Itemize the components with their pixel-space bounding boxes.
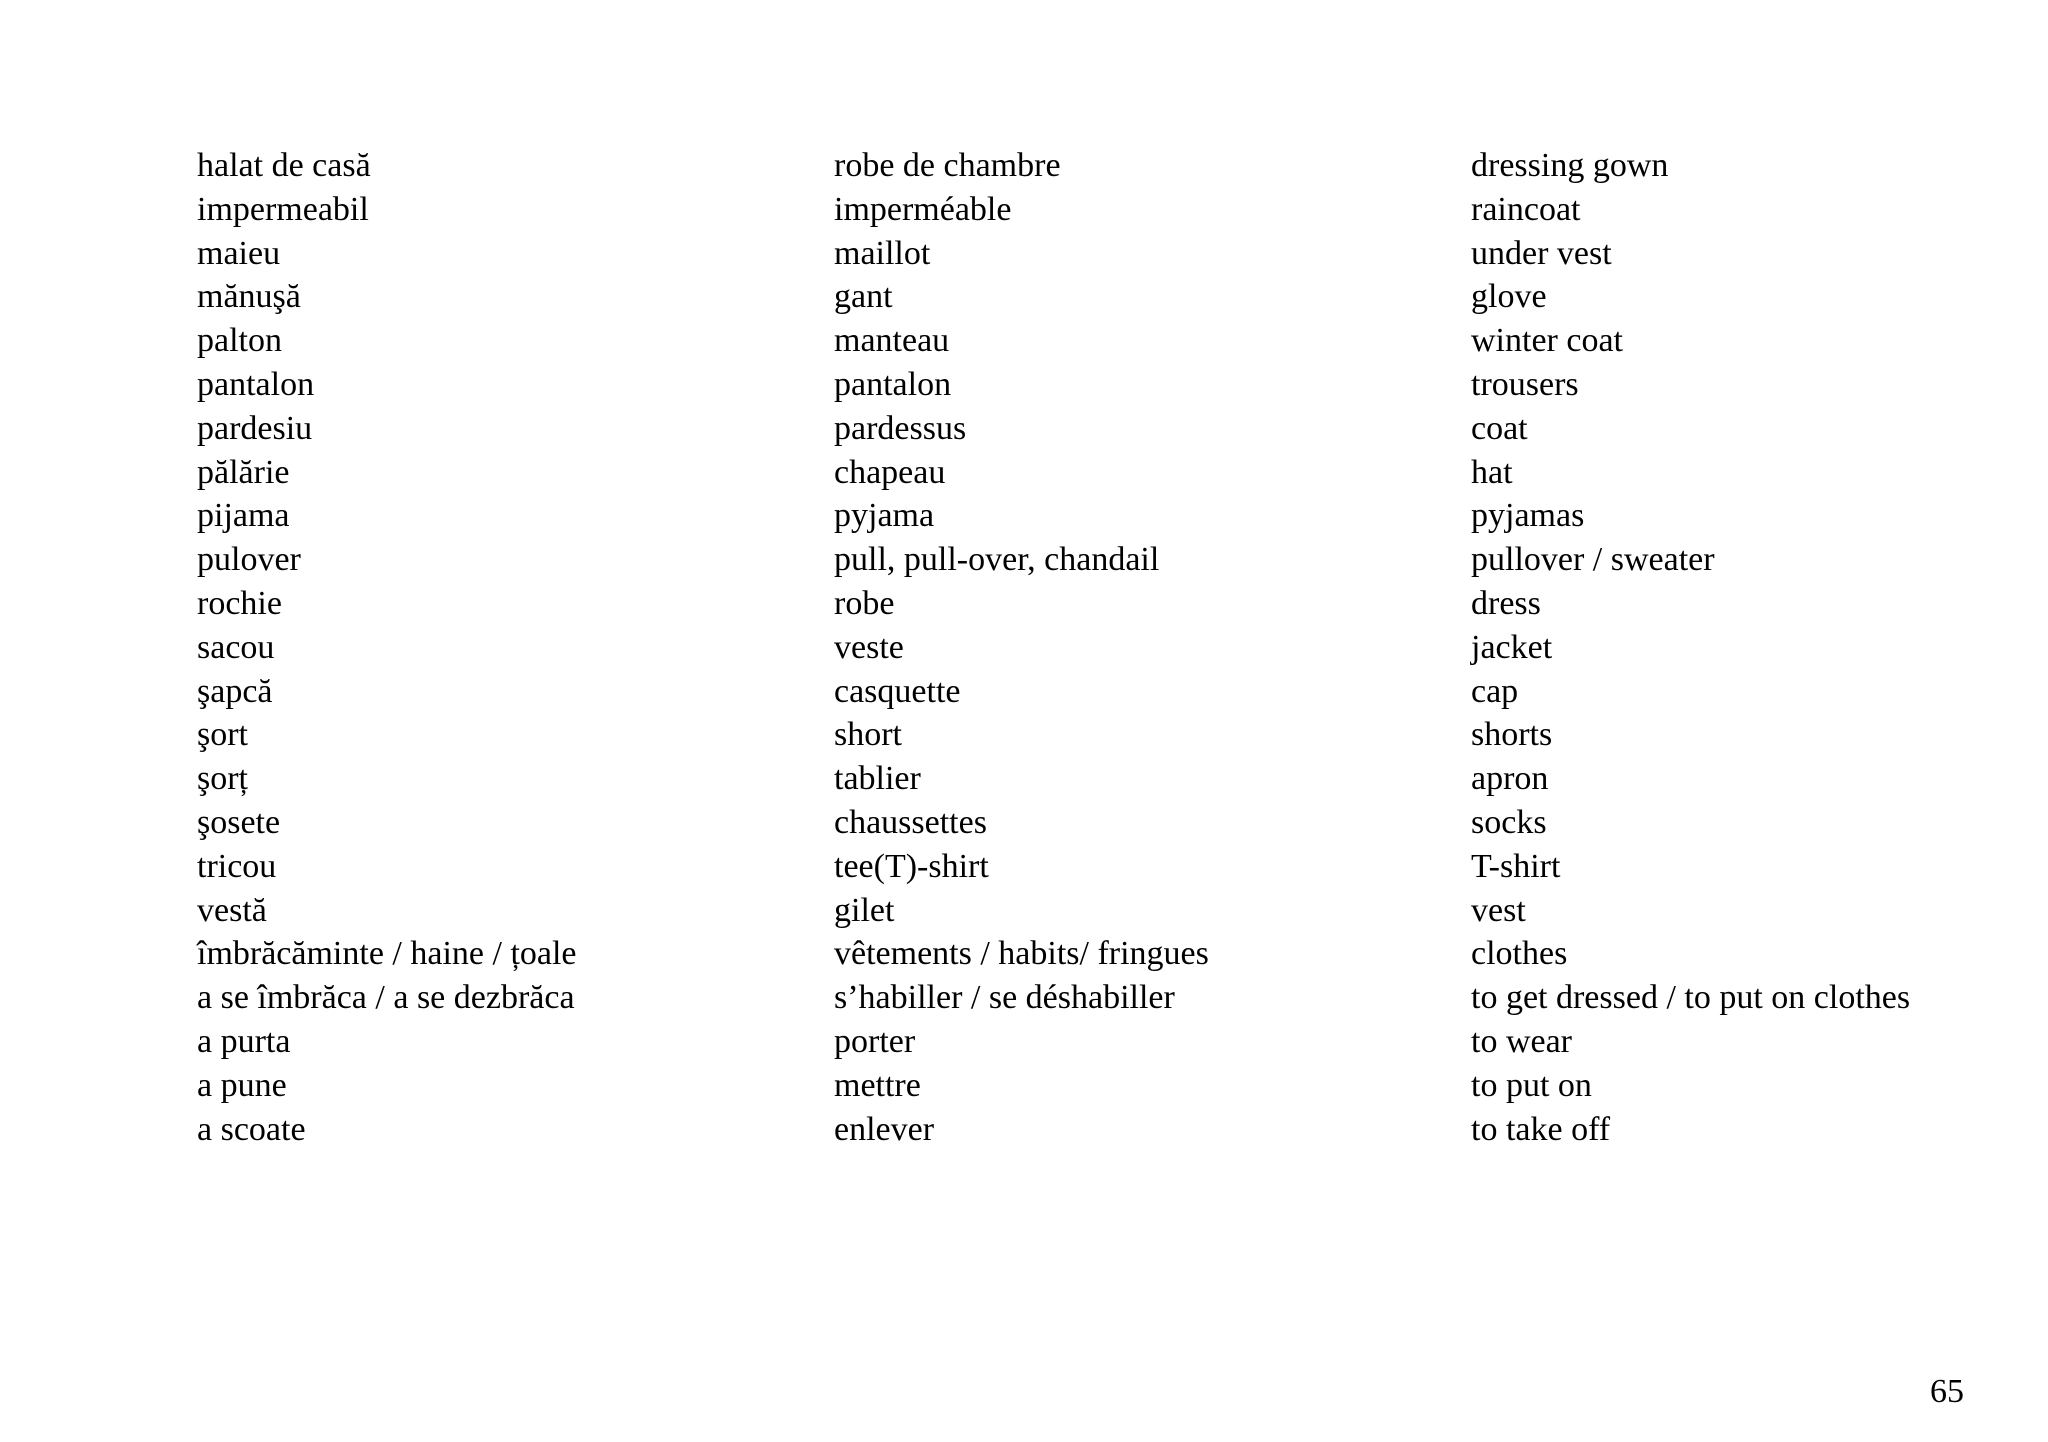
french-term: pantalon — [834, 365, 952, 403]
english-term: cap — [1471, 672, 1519, 710]
romanian-term: a scoate — [197, 1110, 306, 1148]
english-term: apron — [1471, 760, 1549, 798]
english-term: socks — [1471, 803, 1547, 841]
french-term: tee(T)-shirt — [834, 847, 989, 885]
french-term: tablier — [834, 760, 921, 798]
romanian-term: pulover — [197, 541, 301, 579]
english-term: pyjamas — [1471, 497, 1585, 535]
romanian-term: mănuşă — [197, 278, 301, 316]
romanian-term: a pune — [197, 1066, 287, 1104]
glossary-row — [197, 451, 2017, 495]
english-term: T-shirt — [1471, 847, 1561, 885]
romanian-term: pardesiu — [197, 409, 313, 447]
french-term: chapeau — [834, 453, 946, 491]
english-term: coat — [1471, 409, 1528, 447]
french-term: gant — [834, 278, 893, 316]
french-term: short — [834, 716, 902, 754]
glossary-row — [197, 1020, 2017, 1064]
romanian-term: şapcă — [197, 672, 273, 710]
french-term: s’habiller / se déshabiller — [834, 979, 1175, 1017]
french-term: pyjama — [834, 497, 935, 535]
romanian-term: palton — [197, 322, 282, 360]
english-term: dressing gown — [1471, 147, 1669, 184]
romanian-term: pijama — [197, 497, 290, 535]
french-term: robe de chambre — [834, 147, 1061, 184]
romanian-term: maieu — [197, 234, 281, 272]
english-term: to get dressed / to put on clothes — [1471, 979, 1911, 1017]
romanian-term: rochie — [197, 584, 282, 622]
glossary-row — [197, 626, 2017, 670]
glossary-row — [197, 538, 2017, 582]
glossary-row — [197, 932, 2017, 976]
french-term: maillot — [834, 234, 931, 272]
english-term: raincoat — [1471, 190, 1581, 228]
english-term: shorts — [1471, 716, 1553, 754]
glossary-row — [197, 407, 2017, 451]
french-term: mettre — [834, 1066, 921, 1104]
romanian-term: a purta — [197, 1022, 291, 1060]
english-term: to put on — [1471, 1066, 1592, 1104]
romanian-term: pantalon — [197, 365, 315, 403]
romanian-term: pălărie — [197, 453, 290, 491]
glossary-row — [197, 1064, 2017, 1108]
french-term: manteau — [834, 322, 950, 360]
french-term: gilet — [834, 891, 895, 929]
glossary-row — [197, 1108, 2017, 1152]
glossary-row — [197, 976, 2017, 1020]
glossary-table — [197, 144, 2017, 1151]
english-term: under vest — [1471, 234, 1612, 272]
english-term: trousers — [1471, 365, 1579, 403]
english-term: vest — [1471, 891, 1526, 929]
glossary-row — [197, 363, 2017, 407]
french-term: casquette — [834, 672, 961, 710]
french-term: enlever — [834, 1110, 935, 1148]
romanian-term: şorț — [197, 760, 248, 798]
english-term: pullover / sweater — [1471, 541, 1715, 579]
romanian-term: impermeabil — [197, 190, 369, 228]
french-term: vêtements / habits/ fringues — [834, 935, 1209, 973]
romanian-term: îmbrăcăminte / haine / țoale — [197, 935, 577, 973]
french-term: porter — [834, 1022, 916, 1060]
page-number: 65 — [1930, 1373, 1964, 1410]
glossary-row — [197, 845, 2017, 889]
french-term: veste — [834, 628, 904, 666]
french-term: pardessus — [834, 409, 967, 447]
english-term: to wear — [1471, 1022, 1573, 1060]
english-term: winter coat — [1471, 322, 1623, 360]
english-term: clothes — [1471, 935, 1568, 973]
english-term: dress — [1471, 584, 1541, 622]
romanian-term: sacou — [197, 628, 275, 666]
french-term: imperméable — [834, 190, 1012, 228]
english-term: jacket — [1471, 628, 1553, 666]
french-term: robe — [834, 584, 895, 622]
french-term: pull, pull-over, chandail — [834, 541, 1160, 579]
english-term: glove — [1471, 278, 1547, 316]
glossary-row — [197, 144, 2017, 188]
romanian-term: vestă — [197, 891, 267, 929]
romanian-term: halat de casă — [197, 147, 371, 184]
romanian-term: şosete — [197, 803, 281, 841]
glossary-row — [197, 889, 2017, 933]
romanian-term: şort — [197, 716, 248, 754]
glossary-row — [197, 757, 2017, 801]
glossary-row — [197, 494, 2017, 538]
romanian-term: a se îmbrăca / a se dezbrăca — [197, 979, 575, 1017]
english-term: to take off — [1471, 1110, 1611, 1148]
english-term: hat — [1471, 453, 1513, 491]
french-term: chaussettes — [834, 803, 987, 841]
glossary-row — [197, 232, 2017, 276]
romanian-term: tricou — [197, 847, 277, 885]
glossary-row — [197, 275, 2017, 319]
glossary-row — [197, 670, 2017, 714]
glossary-row — [197, 801, 2017, 845]
glossary-row — [197, 582, 2017, 626]
glossary-row — [197, 319, 2017, 363]
glossary-row — [197, 188, 2017, 232]
glossary-row — [197, 713, 2017, 757]
